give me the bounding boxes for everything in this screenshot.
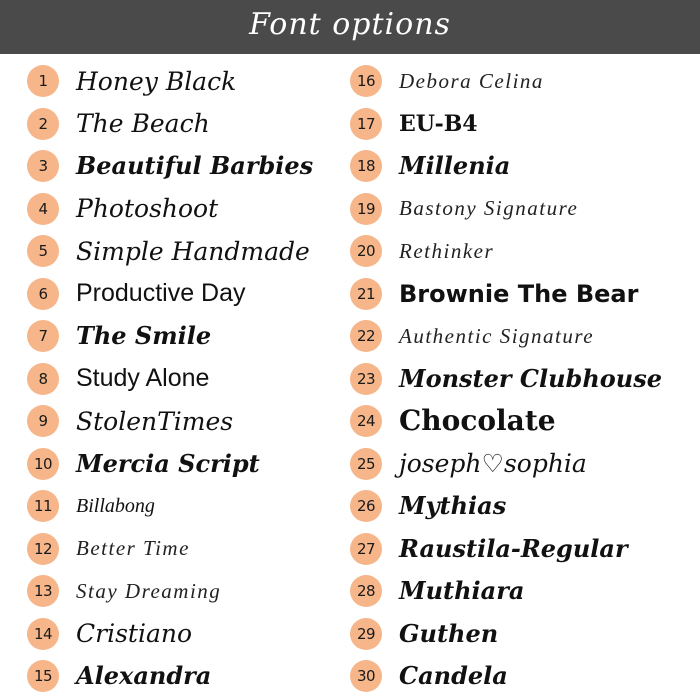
font-option-25 <box>350 443 680 486</box>
font-sample: StolenTimes <box>76 406 234 436</box>
number-badge: 2 <box>27 108 59 140</box>
font-sample: Better Time <box>76 536 190 561</box>
number-badge: 12 <box>27 533 59 565</box>
font-option-29 <box>350 613 680 656</box>
number-badge: 30 <box>350 660 382 692</box>
font-sample: Stay Dreaming <box>76 578 222 603</box>
font-sample: Muthiara <box>399 576 525 606</box>
number-badge: 16 <box>350 65 382 97</box>
font-option-19 <box>350 188 680 231</box>
font-sample: Chocolate <box>399 404 556 438</box>
font-option-16 <box>350 60 680 103</box>
font-option-22 <box>350 315 680 358</box>
font-option-14 <box>27 613 357 656</box>
font-option-12 <box>27 528 357 571</box>
font-option-28 <box>350 570 680 613</box>
font-option-11 <box>27 485 357 528</box>
font-sample: The Beach <box>76 109 210 139</box>
font-option-24 <box>350 400 680 443</box>
font-option-2 <box>27 103 357 146</box>
font-sample: Mythias <box>399 491 507 521</box>
font-option-30 <box>350 655 680 698</box>
number-badge: 8 <box>27 363 59 395</box>
number-badge: 3 <box>27 150 59 182</box>
font-sample: EU-B4 <box>399 110 478 137</box>
number-badge: 26 <box>350 490 382 522</box>
font-sample: Monster Clubhouse <box>399 363 663 393</box>
number-badge: 11 <box>27 490 59 522</box>
font-sample: Authentic Signature <box>399 323 595 348</box>
font-sample: Photoshoot <box>76 194 219 224</box>
number-badge: 7 <box>27 320 59 352</box>
number-badge: 1 <box>27 65 59 97</box>
font-option-18 <box>350 145 680 188</box>
font-sample: Raustila-Regular <box>399 533 628 563</box>
font-sample: Beautiful Barbies <box>76 151 314 181</box>
number-badge: 5 <box>27 235 59 267</box>
font-sample: Simple Handmade <box>76 236 310 266</box>
font-sample: Productive Day <box>76 279 246 308</box>
number-badge: 25 <box>350 448 382 480</box>
number-badge: 9 <box>27 405 59 437</box>
page-title: Font options <box>249 7 451 42</box>
number-badge: 23 <box>350 363 382 395</box>
number-badge: 18 <box>350 150 382 182</box>
number-badge: 13 <box>27 575 59 607</box>
font-sample: Debora Celina <box>399 68 544 93</box>
font-list-right <box>350 60 680 698</box>
number-badge: 10 <box>27 448 59 480</box>
font-option-3 <box>27 145 357 188</box>
font-option-9 <box>27 400 357 443</box>
font-option-6 <box>27 273 357 316</box>
font-option-20 <box>350 230 680 273</box>
number-badge: 6 <box>27 278 59 310</box>
number-badge: 27 <box>350 533 382 565</box>
number-badge: 29 <box>350 618 382 650</box>
font-option-5 <box>27 230 357 273</box>
number-badge: 22 <box>350 320 382 352</box>
number-badge: 28 <box>350 575 382 607</box>
font-option-27 <box>350 528 680 571</box>
number-badge: 17 <box>350 108 382 140</box>
font-sample: The Smile <box>76 321 212 351</box>
number-badge: 15 <box>27 660 59 692</box>
font-sample: joseph♡sophia <box>399 449 587 479</box>
header-bar <box>0 0 700 54</box>
font-sample: Candela <box>399 661 508 691</box>
font-sample: Alexandra <box>76 661 212 691</box>
font-option-8 <box>27 358 357 401</box>
font-sample: Bastony Signature <box>399 196 579 221</box>
font-option-17 <box>350 103 680 146</box>
number-badge: 14 <box>27 618 59 650</box>
font-option-7 <box>27 315 357 358</box>
font-sample: Mercia Script <box>76 448 260 478</box>
number-badge: 20 <box>350 235 382 267</box>
font-option-15 <box>27 655 357 698</box>
font-option-23 <box>350 358 680 401</box>
font-sample: Cristiano <box>76 619 193 649</box>
number-badge: 21 <box>350 278 382 310</box>
font-option-1 <box>27 60 357 103</box>
font-sample: Honey Black <box>76 66 237 96</box>
font-option-4 <box>27 188 357 231</box>
font-option-10 <box>27 443 357 486</box>
font-option-26 <box>350 485 680 528</box>
font-sample: Millenia <box>399 151 511 181</box>
font-sample: Billabong <box>76 495 155 518</box>
number-badge: 19 <box>350 193 382 225</box>
font-sample: Study Alone <box>76 364 210 393</box>
number-badge: 4 <box>27 193 59 225</box>
font-sample: Brownie The Bear <box>399 279 639 308</box>
font-sample: Rethinker <box>399 238 495 263</box>
number-badge: 24 <box>350 405 382 437</box>
font-sample: Guthen <box>399 618 499 648</box>
font-option-13 <box>27 570 357 613</box>
font-option-21 <box>350 273 680 316</box>
font-list-left <box>27 60 357 698</box>
